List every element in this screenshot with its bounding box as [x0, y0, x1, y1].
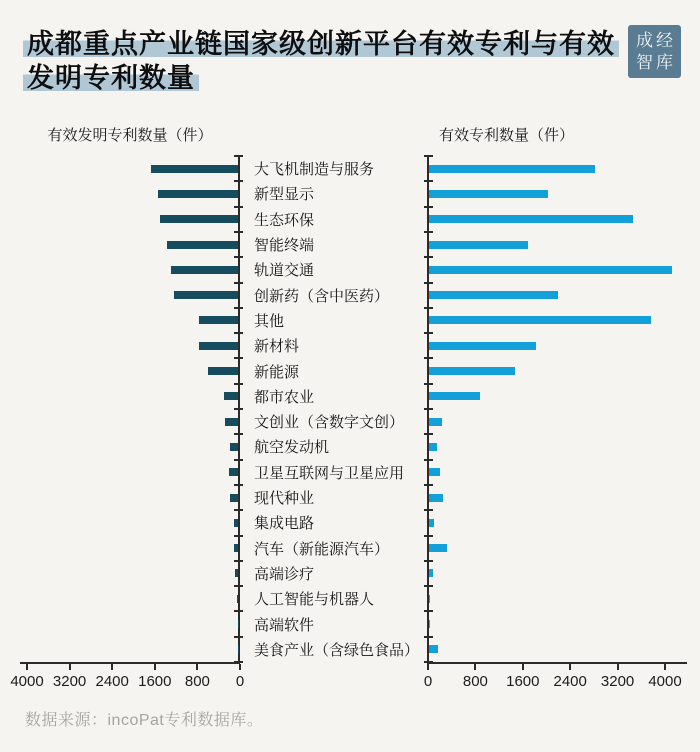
category-label: 大飞机制造与服务: [254, 161, 375, 179]
bar-left: [235, 569, 238, 577]
bar-left: [237, 595, 238, 603]
right-x-tick: [522, 664, 524, 670]
bar-right: [429, 418, 442, 426]
bar-left: [199, 316, 238, 324]
bar-right: [429, 266, 672, 274]
left-x-tick-label: 800: [184, 673, 210, 690]
logo-row-2: 智库: [636, 52, 676, 73]
category-column: [240, 124, 427, 700]
category-label: 集成电路: [254, 515, 315, 533]
bar-right: [429, 569, 433, 577]
bar-left: [225, 418, 238, 426]
right-y-tick: [424, 383, 433, 385]
right-y-tick: [424, 155, 433, 157]
right-x-tick-label: 800: [462, 673, 488, 690]
right-y-tick: [424, 585, 433, 587]
title-line-2-text: 发明专利数量: [23, 63, 199, 93]
bar-right: [429, 468, 440, 476]
left-x-axis: [10, 664, 245, 700]
bar-left: [174, 291, 238, 299]
right-y-tick: [424, 535, 433, 537]
right-y-tick: [424, 357, 433, 359]
right-x-tick-label: 2400: [553, 673, 587, 690]
bar-right: [429, 494, 443, 502]
left-x-tick-label: 1600: [138, 673, 172, 690]
right-x-tick-label: 0: [423, 673, 433, 690]
bar-left: [171, 266, 238, 274]
category-label: 高端诊疗: [254, 565, 315, 583]
category-label: 新型显示: [254, 186, 315, 204]
left-x-tick: [196, 664, 198, 670]
category-label: 轨道交通: [254, 262, 315, 280]
bar-right: [429, 595, 430, 603]
right-x-tick: [569, 664, 571, 670]
bar-right: [429, 443, 437, 451]
left-x-tick-label: 3200: [52, 673, 87, 690]
right-x-tick: [474, 664, 476, 670]
category-label: 创新药（含中医药）: [254, 287, 390, 305]
right-x-tick-label: 4000: [648, 673, 682, 690]
bar-left: [160, 215, 238, 223]
category-labels: [240, 156, 427, 662]
category-header-spacer: [240, 124, 427, 156]
left-x-tick: [26, 664, 28, 670]
data-source-note: 数据来源：incoPat专利数据库。: [25, 712, 264, 729]
right-y-tick: [424, 256, 433, 258]
right-chart-column: [423, 124, 687, 700]
right-x-tick: [617, 664, 619, 670]
right-y-tick: [424, 307, 433, 309]
right-y-tick: [424, 484, 433, 486]
left-x-tick-label: 0: [235, 673, 245, 690]
bar-left: [208, 367, 238, 375]
category-label: 新能源: [254, 363, 300, 381]
category-label: 人工智能与机器人: [254, 591, 375, 609]
category-label: 美食产业（含绿色食品）: [254, 641, 420, 659]
right-y-tick: [424, 509, 433, 511]
category-label: 现代种业: [254, 490, 315, 508]
bar-right: [429, 367, 515, 375]
butterfly-chart: [10, 124, 687, 700]
logo-row-1: 成经: [636, 30, 676, 51]
title-line-2: [25, 61, 619, 95]
bar-left: [151, 165, 238, 173]
chengjing-zhiku-logo: [628, 25, 681, 78]
bar-left: [230, 494, 238, 502]
bar-left: [230, 443, 238, 451]
right-x-tick: [664, 664, 666, 670]
bar-left: [167, 241, 238, 249]
title-line-1-text: 成都重点产业链国家级创新平台有效专利与有效: [23, 29, 619, 59]
right-y-tick: [424, 332, 433, 334]
right-x-tick-label: 1600: [506, 673, 540, 690]
category-label: 其他: [254, 312, 285, 330]
category-label: 卫星互联网与卫星应用: [254, 464, 405, 482]
category-label: 高端软件: [254, 616, 315, 634]
left-x-tick: [69, 664, 71, 670]
right-y-tick: [424, 180, 433, 182]
bar-right: [429, 392, 480, 400]
title-line-1: [25, 27, 619, 61]
right-y-tick: [424, 206, 433, 208]
right-chart-header: 有效专利数量（件）: [439, 127, 575, 144]
right-x-axis: [423, 664, 687, 700]
left-x-tick-label: 4000: [10, 673, 44, 690]
left-x-tick: [239, 664, 241, 670]
left-x-tick: [111, 664, 113, 670]
category-label: 新材料: [254, 338, 300, 356]
bar-left: [224, 392, 238, 400]
bar-right: [429, 342, 536, 350]
bar-right: [429, 291, 558, 299]
left-chart-header: 有效发明专利数量（件）: [47, 127, 213, 144]
left-plot: [20, 156, 240, 664]
right-x-tick-label: 3200: [600, 673, 635, 690]
left-chart-column: [10, 124, 245, 700]
bar-left: [158, 190, 238, 198]
right-y-tick: [424, 408, 433, 410]
right-x-tick: [427, 664, 429, 670]
bar-right: [429, 316, 651, 324]
left-x-tick: [154, 664, 156, 670]
category-label: 汽车（新能源汽车）: [254, 540, 390, 558]
right-y-tick: [424, 433, 433, 435]
right-y-tick: [424, 282, 433, 284]
page-title: [25, 27, 619, 95]
right-y-tick: [424, 231, 433, 233]
right-y-tick: [424, 610, 433, 612]
category-label: 文创业（含数字文创）: [254, 414, 405, 432]
left-x-tick-label: 2400: [95, 673, 129, 690]
bar-right: [429, 165, 595, 173]
right-y-tick: [424, 636, 433, 638]
category-label: 生态环保: [254, 211, 315, 229]
category-label: 智能终端: [254, 237, 315, 255]
bar-right: [429, 645, 438, 653]
bar-right: [429, 241, 528, 249]
bar-right: [429, 519, 434, 527]
bar-left: [234, 519, 238, 527]
bar-right: [429, 215, 633, 223]
bar-left: [199, 342, 238, 350]
right-plot: [427, 156, 687, 664]
bar-left: [229, 468, 238, 476]
category-label: 航空发动机: [254, 439, 330, 457]
bar-right: [429, 544, 447, 552]
bar-right: [429, 190, 548, 198]
right-y-tick: [424, 459, 433, 461]
right-y-tick: [424, 661, 433, 663]
bar-left: [234, 544, 238, 552]
right-y-tick: [424, 560, 433, 562]
category-label: 都市农业: [254, 388, 315, 406]
